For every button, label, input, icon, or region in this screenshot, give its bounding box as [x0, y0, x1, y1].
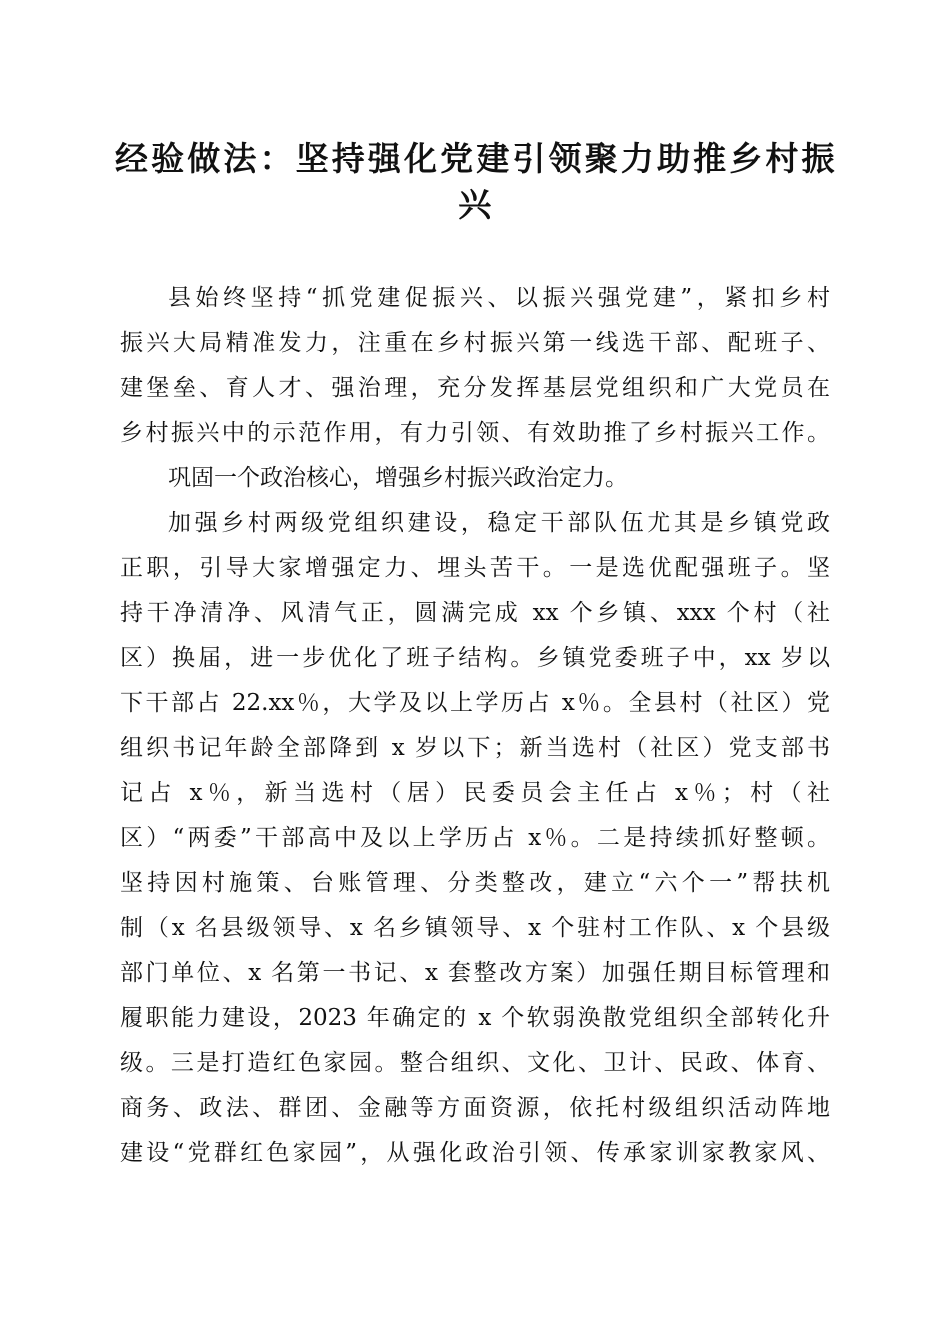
text-line: 建堡垒、育人才、强治理，充分发挥基层党组织和广大党员在 [120, 375, 830, 401]
text-line: 建设“党群红色家园”，从强化政治引领、传承家训家教家风、 [120, 1140, 830, 1166]
text-line: 坚持因村施策、台账管理、分类整改，建立“六个一”帮扶机 [120, 870, 830, 896]
text-line: 区）“两委”干部高中及以上学历占 x％。二是持续抓好整顿。 [120, 825, 830, 851]
text-line: 部门单位、x 名第一书记、x 套整改方案）加强任期目标管理和 [120, 960, 830, 986]
text-line: 下干部占 22.xx％，大学及以上学历占 x％。全县村（社区）党 [120, 690, 830, 716]
text-line: 履职能力建设，2023 年确定的 x 个软弱涣散党组织全部转化升 [120, 1005, 830, 1031]
section-heading [120, 456, 830, 501]
text-line: 记占 x％，新当选村（居）民委员会主任占 x％；村（社 [120, 780, 830, 806]
text-line: 正职，引导大家增强定力、埋头苦干。一是选优配强班子。坚 [120, 555, 830, 581]
text-line: 持干净清净、风清气正，圆满完成 xx 个乡镇、xxx 个村（社 [120, 600, 830, 626]
text-line: 振兴大局精准发力，注重在乡村振兴第一线选干部、配班子、 [120, 330, 830, 356]
text-line: 乡村振兴中的示范作用，有力引领、有效助推了乡村振兴工作。 [120, 420, 830, 446]
text-line: 制（x 名县级领导、x 名乡镇领导、x 个驻村工作队、x 个县级 [120, 915, 830, 941]
document-title [115, 136, 835, 228]
text-line: 县始终坚持“抓党建促振兴、以振兴强党建”，紧扣乡村 [168, 285, 830, 311]
text-line: 商务、政法、群团、金融等方面资源，依托村级组织活动阵地 [120, 1095, 830, 1121]
text-line: 巩固一个政治核心，增强乡村振兴政治定力。 [168, 465, 628, 491]
text-line: 加强乡村两级党组织建设，稳定干部队伍尤其是乡镇党政 [168, 510, 830, 536]
paragraph-intro [120, 276, 830, 456]
text-line: 组织书记年龄全部降到 x 岁以下；新当选村（社区）党支部书 [120, 735, 830, 761]
title-line-1: 经验做法：坚持强化党建引领聚力助推乡村振 [115, 139, 835, 178]
title-line-2: 兴 [458, 185, 492, 224]
text-line: 级。三是打造红色家园。整合组织、文化、卫计、民政、体育、 [120, 1050, 830, 1076]
paragraph-body [120, 501, 830, 1176]
document-body [120, 276, 830, 1176]
text-line: 区）换届，进一步优化了班子结构。乡镇党委班子中，xx 岁以 [120, 645, 830, 671]
